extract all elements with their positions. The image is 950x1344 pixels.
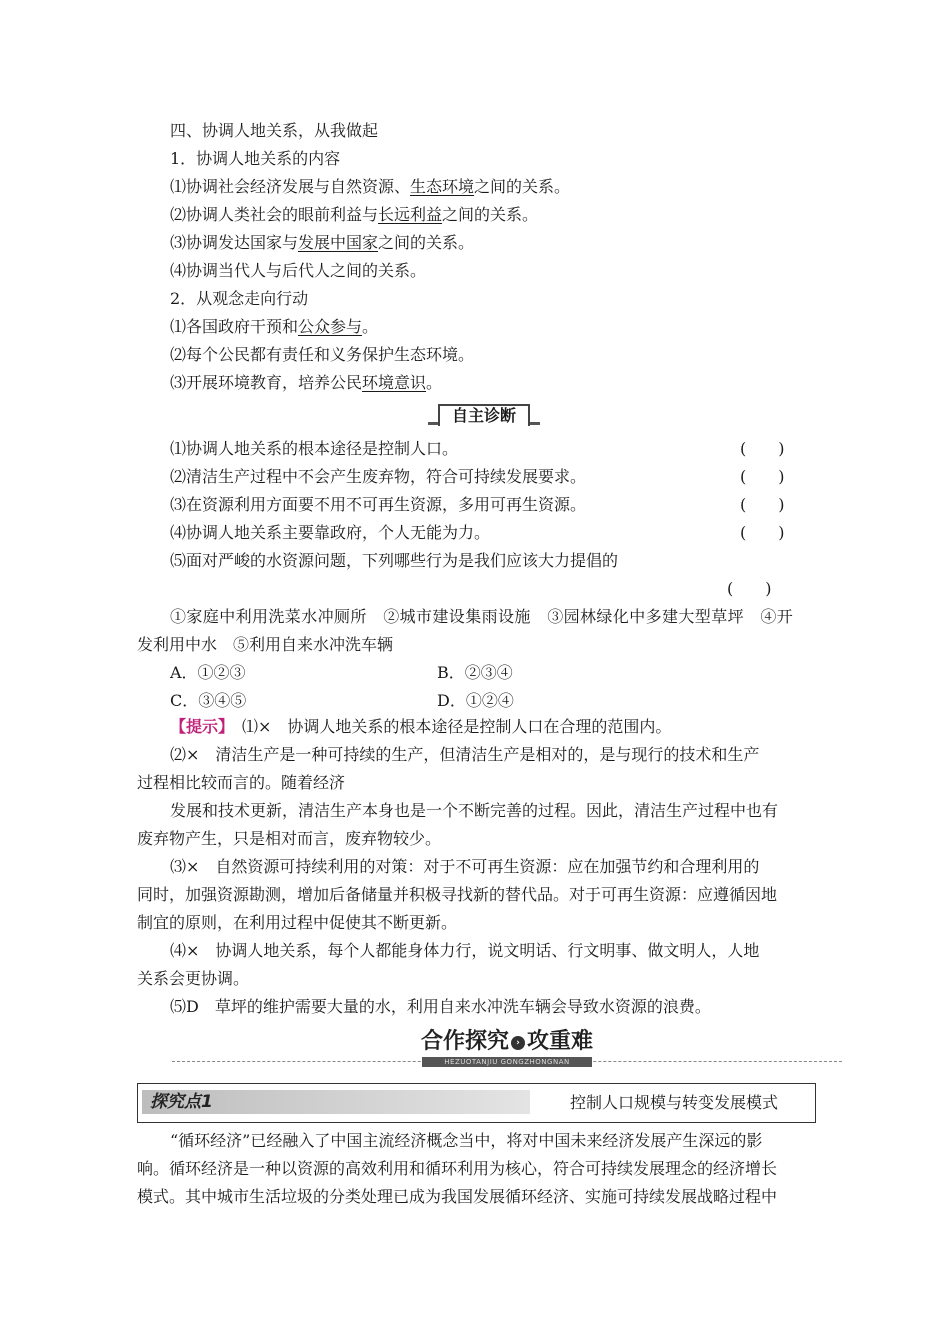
probe-label: 探究点1	[150, 1092, 213, 1112]
probe-topic: 控制人口规模与转变发展模式	[570, 1093, 779, 1112]
choice-statements: ①家庭中利用洗菜水冲厕所 ②城市建设集雨设施 ③园林绿化中多建大型草坪 ④开	[170, 607, 794, 626]
hint-line: ⑸D 草坪的维护需要大量的水，利用自来水冲洗车辆会导致水资源的浪费。	[170, 997, 711, 1016]
choice-statements: 发利用中水 ⑤利用自来水冲洗车辆	[137, 635, 394, 654]
option-d: D．①②④	[437, 691, 514, 710]
judge-question: ⑴协调人地关系的根本途径是控制人口。	[170, 439, 459, 458]
case-paragraph-line: “循环经济”已经融入了中国主流经济概念当中，将对中国未来经济发展产生深远的影	[170, 1131, 763, 1150]
case-paragraph-line: 响。循环经济是一种以资源的高效利用和循环利用为核心，符合可持续发展理念的经济增长	[137, 1159, 778, 1178]
judge-question: ⑶在资源利用方面要不用不可再生资源，多用可再生资源。	[170, 495, 587, 514]
hint-line: ⑷× 协调人地关系，每个人都能身体力行，说文明话、行文明事、做文明人，人地	[170, 941, 760, 960]
hint-line: 【提示】 ⑴× 协调人地关系的根本途径是控制人口在合理的范围内。	[170, 717, 672, 736]
underlined-answer: 长远利益	[378, 205, 443, 224]
hint-label: 【提示】	[170, 717, 227, 736]
list-item: ⑷协调当代人与后代人之间的关系。	[170, 261, 427, 280]
option-c: C．③④⑤	[170, 691, 247, 710]
hint-line: 制宜的原则，在利用过程中促使其不断更新。	[137, 913, 458, 932]
choice-question: ⑸面对严峻的水资源问题，下列哪些行为是我们应该大力提倡的	[170, 551, 619, 570]
list-item: ⑴各国政府干预和公众参与。	[170, 317, 379, 336]
underlined-answer: 生态环境	[410, 177, 475, 196]
list-item: ⑶协调发达国家与发展中国家之间的关系。	[170, 233, 475, 252]
heading-pinyin: HEZUOTANJIU GONGZHONGNAN	[422, 1057, 592, 1067]
hint-line: ⑶× 自然资源可持续利用的对策：对于不可再生资源：应在加强节约和合理利用的	[170, 857, 760, 876]
hint-line: 发展和技术更新，清洁生产本身也是一个不断完善的过程。因此，清洁生产过程中也有	[170, 801, 779, 820]
underlined-answer: 环境意识	[362, 373, 427, 392]
list-item: ⑶开展环境教育，培养公民环境意识。	[170, 373, 443, 392]
list-item: ⑴协调社会经济发展与自然资源、生态环境之间的关系。	[170, 177, 571, 196]
answer-paren: ( )	[727, 579, 772, 598]
list-item: ⑵协调人类社会的眼前利益与长远利益之间的关系。	[170, 205, 539, 224]
answer-paren: ( )	[740, 495, 785, 514]
subsection-title: 1．协调人地关系的内容	[170, 149, 341, 168]
underlined-answer: 公众参与	[298, 317, 363, 336]
option-a: A．①②③	[170, 663, 246, 682]
judge-question: ⑵清洁生产过程中不会产生废弃物，符合可持续发展要求。	[170, 467, 587, 486]
answer-paren: ( )	[740, 439, 785, 458]
underlined-answer: 发展中国家	[298, 233, 379, 252]
answer-paren: ( )	[740, 467, 785, 486]
probe-point-box	[137, 1083, 816, 1123]
subsection-title: 2．从观念走向行动	[170, 289, 309, 308]
list-item: ⑵每个公民都有责任和义务保护生态环境。	[170, 345, 475, 364]
option-b: B．②③④	[437, 663, 513, 682]
answer-paren: ( )	[740, 523, 785, 542]
hint-line: 关系会更协调。	[137, 969, 250, 988]
self-diagnosis-banner	[428, 402, 540, 426]
probe-tag	[142, 1090, 530, 1114]
hint-line: ⑵× 清洁生产是一种可持续的生产，但清洁生产是相对的，是与现行的技术和生产	[170, 745, 760, 764]
arrow-dot-icon: ›	[511, 1036, 525, 1050]
judge-question: ⑷协调人地关系主要靠政府，个人无能为力。	[170, 523, 491, 542]
hint-line: 过程相比较而言的。随着经济	[137, 773, 346, 792]
banner-label: 自主诊断	[438, 404, 530, 426]
hint-line: 废弃物产生，只是相对而言，废弃物较少。	[137, 829, 442, 848]
cooperation-heading: 合作探究 › 攻重难 HEZUOTANJIU GONGZHONGNAN	[172, 1028, 842, 1068]
section-heading: 四、协调人地关系，从我做起	[170, 121, 379, 140]
case-paragraph-line: 模式。其中城市生活垃圾的分类处理已成为我国发展循环经济、实施可持续发展战略过程中	[137, 1187, 778, 1206]
hint-line: 同时，加强资源勘测，增加后备储量并积极寻找新的替代品。对于可再生资源：应遵循因地	[137, 885, 778, 904]
